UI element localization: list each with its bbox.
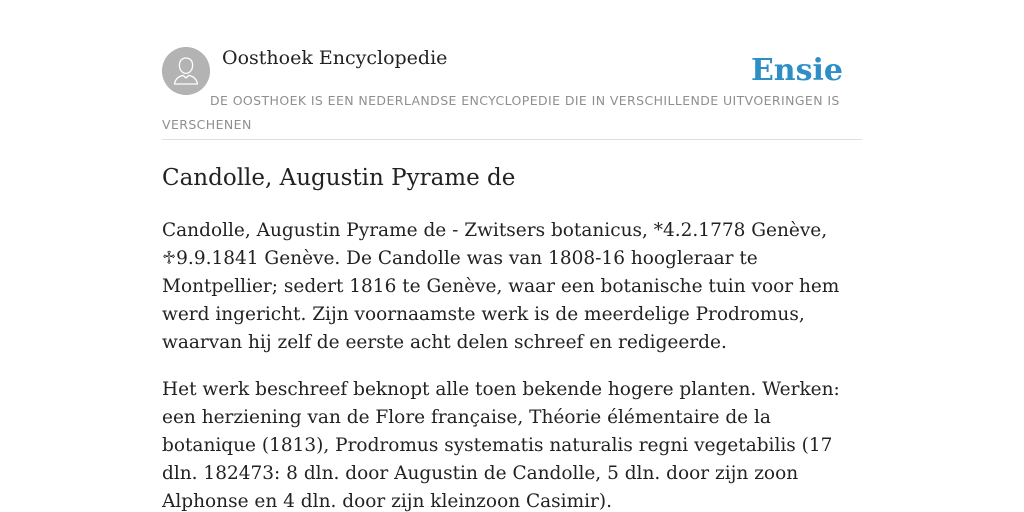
site-tagline: DE OOSTHOEK IS EEN NEDERLANDSE ENCYCLOPEDIE DIE IN VERSCHILLENDE UITVOERINGEN IS VERSCHENEN — [162, 93, 840, 132]
brand-logo[interactable]: Ensie — [750, 53, 843, 88]
user-silhouette-icon — [162, 47, 210, 95]
article-title: Candolle, Augustin Pyrame de — [162, 165, 516, 191]
site-header — [162, 46, 862, 140]
avatar[interactable] — [162, 47, 210, 95]
article-paragraph: Het werk beschreef beknopt alle toen bekende hogere planten. Werken: een herziening van de Flore française, Théorie élémentaire de la botanique (1813), Prodromus systematis naturalis regni vegetabilis (17 dln. 182473: 8 dln. door Augustin de Candolle, 5 dln. door zijn zoon Alphonse en 4 dln. door zijn kleinzoon Casimir). — [162, 379, 840, 512]
article-paragraph: Candolle, Augustin Pyrame de - Zwitsers botanicus, *4.2.1778 Genève, ♱9.9.1841 Genève. De Candolle was van 1808-16 hoogleraar te Montpellier; sedert 1816 te Genève, waar een botanische tuin voor hem werd ingericht. Zijn voornaamste werk is de meerdelige Prodromus, waarvan hij zelf de eerste acht delen schreef en redigeerde. — [162, 220, 840, 353]
article — [162, 160, 862, 512]
site-name[interactable]: Oosthoek Encyclopedie — [222, 47, 448, 69]
